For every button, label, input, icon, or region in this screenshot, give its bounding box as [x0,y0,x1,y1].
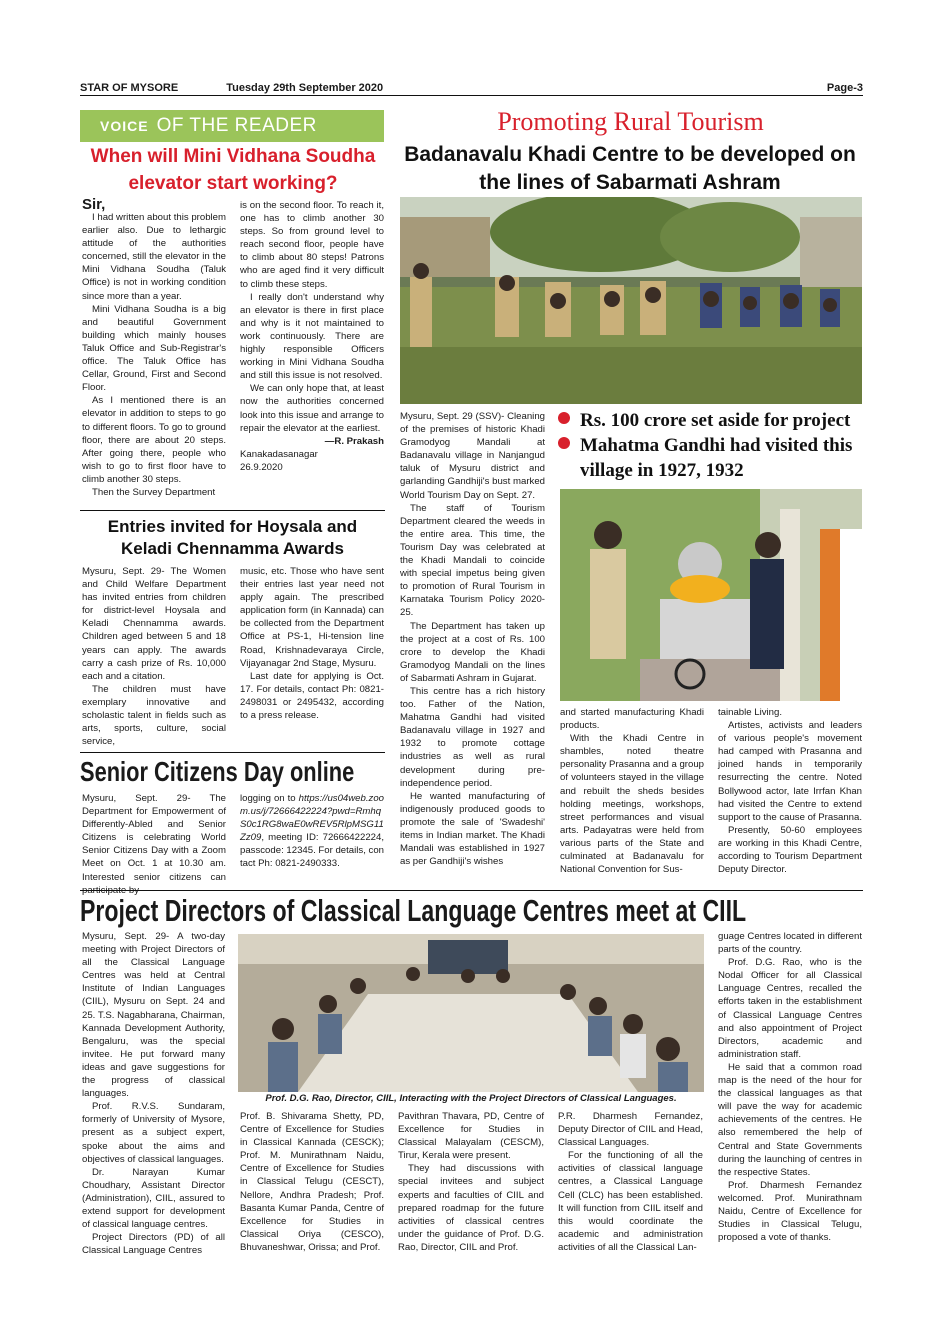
cleaning-photo-illustration [400,197,862,404]
paragraph: For the functioning of all the activities of classical language centres, a Classical Language Cell (CLC) has been established. It will function from CIIL itself and this would coordinate the academic and administration activities of all the Classical Lan- [558,1150,703,1253]
paragraph: The staff of Tourism Department cleared the weeds in the entire area. This time, the Tourism Day was celebrated at the Khadi Mandali to coincide with special impetus being given to promotion of Rural Tourism in Karnataka Tourism Policy 2020-25. [400,502,545,619]
rule [80,752,385,753]
bullet-item: Mahatma Gandhi had visited this village in 1927, 1932 [558,433,864,483]
bullet-dot-icon [558,437,570,449]
ciil-col-1 [82,930,225,1257]
paragraph: Artistes, activists and leaders of various people's movement had camped with Prasanna and joined hands in temporarily resurrecting the centre. Noted Bollywood actor, late Irrfan Khan had visited the Centre to extend support to the cause of Prasanna. [718,720,862,823]
zoom-link[interactable]: https://us04web.zoom.us/j/72666422224?pwd=RmhqS0c1RG8waE0wREV5RlpMSG11Zz09 [240,793,384,844]
ciil-headline: Project Directors of Classical Language Centres meet at CIIL [80,893,747,928]
paragraph: Pavithran Thavara, PD, Centre of Excellence for Studies in Classical Malayalam (CESCM), Tirur, Kerala were present. [398,1111,544,1162]
signoff-date: 26.9.2020 [240,461,283,473]
seniors-col-1 [82,792,226,897]
paragraph: Prof. R.V.S. Sundaram, formerly of University of Mysore, present as a subject expert, spoke about the aims and objectives of classical languages. [82,1101,225,1165]
seniors-headline: Senior Citizens Day online [80,756,355,787]
paragraph: The Department has taken up the project at a cost of Rs. 100 crore to develop the Khadi Gramodyog Mandali on the lines of Sabarmati Ashram in Gujarat. [400,620,545,684]
meeting-illustration [238,934,704,1092]
awards-col-2 [240,565,384,722]
awards-headline: Entries invited for Hoysala and Keladi Chennamma Awards [107,517,358,558]
text: , meeting ID: 72666422224, passcode: 12345. For details, contact Ph: 0821-2490333. [240,832,384,870]
paragraph: He said that a common road map is the need of the hour for the classical languages as that will pave the way for academic achievements of the centres. He also remembered the help of Central and State Governments during the launching of centres in the respective States. [718,1061,862,1178]
rule [80,890,863,891]
paragraph: Dr. Narayan Kumar Choudhary, Assistant Director (Administration), CIIL, assured to extend support for development of classical language centres. [82,1166,225,1231]
issue-date: Tuesday 29th September 2020 [226,81,384,94]
paragraph: The children must have exemplary innovative and scholastic talent in fields such as arts, sports, culture, social service, [82,683,226,748]
paragraph: tainable Living. [718,707,783,718]
paragraph: and started manufacturing Khadi products. [560,707,704,732]
paragraph: Last date for applying is Oct. 17. For details, contact Ph: 0821-2498031 or 2495432, according to a press release. [240,670,384,722]
tourism-kicker: Promoting Rural Tourism [497,107,764,136]
paragraph: They had discussions with special invitees and subject experts and faculties of CIIL and prepared roadmap for the future activities of classical centres under the guidance of Prof. D.G. Rao, Director, CIIL and Prof. [398,1163,544,1253]
rule [80,510,385,511]
paragraph: We can only hope that, at least now the authorities concerned look into this issue and arrange to repair the elevator at the earliest. [240,383,384,434]
page-header [80,80,863,96]
page-number: Page-3 [826,81,863,94]
paper-name: STAR OF MYSORE [80,81,179,94]
meeting-photo-caption: Prof. D.G. Rao, Director, CIIL, Interacting with the Project Directors of Classical Languages. [265,1093,677,1104]
paragraph: Prof. Dharmesh Fernandez welcomed. Prof. Munirathnam Naidu, Centre of Excellence for Studies in Classical Telugu, proposed a vote of thanks. [718,1179,862,1244]
paragraph: guage Centres located in different parts of the country. [718,931,862,956]
gandhi-bust-illustration [560,489,862,701]
voice-col-1 [82,198,226,499]
ciil-col-2 [240,1110,384,1254]
seniors-col-2 [240,792,384,871]
bullet-dot-icon [558,412,570,424]
paragraph: I had written about this problem earlier also. Due to lethargic attitude of the authorities concerned, still the elevator in the Mini Vidhana Soudha (Taluk Office) is not in working condition since more than a year. [82,212,226,302]
cleaning-photo [400,197,862,404]
awards-col-1 [82,565,226,748]
ciil-col-4 [558,1110,703,1254]
tourism-col-2 [560,706,704,876]
tourism-bullets [558,408,864,483]
gandhi-bust-photo [560,489,862,701]
tourism-col-3 [718,706,862,876]
tourism-headline: Badanavalu Khadi Centre to be developed on the lines of Sabarmati Ashram [404,143,856,194]
meeting-photo [238,934,704,1092]
ciil-col-5 [718,930,862,1244]
paragraph: music, etc. Those who have sent their entries last year need not apply again. The prescribed application form (in Kannada) can be collected from the Department Office at PS-1, Hi-tension line Road, Krishnadevaraya Circle, Vijayanagar 2nd Stage, Mysuru. [240,566,384,669]
paragraph: I really don't understand why an elevator is there in first place and why is it not maintained to work continuously. There are highly responsible Officers working in Mini Vidhana Soudha and still this issue is not resolved. [240,291,384,382]
paragraph: As I mentioned there is an elevator in addition to steps to go to different floors. To go to ground floor, there are about 20 steps. After going there, people who wish to go to first floor have to climb another 30 steps. [82,395,226,485]
paragraph: Presently, 50-60 employees are working in this Khadi Centre, according to Tourism Department Deputy Director. [718,824,862,876]
tourism-col-1 [400,410,545,868]
signoff-place: Kanakadasanagar [240,448,318,460]
paragraph: Prof. D.G. Rao, who is the Nodal Officer for all Classical Language Centres, recalled the efforts taken in the establishment of Classical Language Centres and also appointment of Project Directors, academic and administration staff. [718,957,862,1060]
voice-label-small: VOICE [100,118,149,134]
paragraph: Mysuru, Sept. 29- The Women and Child Welfare Department has invited entries from children for district-level Hoysala and Keladi Chennamma awards. Children aged between 5 and 18 years can apply. The awards carry a cash prize of Rs. 10,000 each and a citation. [82,566,226,682]
paragraph: He wanted manufacturing of indigenously produced goods to promote the sale of 'Swadeshi' items in Indian market. The Khadi Mandali was established in 1927 as per Gandhiji's wishes [400,790,545,868]
paragraph: P.R. Dharmesh Fernandez, Deputy Director of CIIL and Head, Classical Languages. [558,1111,703,1149]
paragraph: Mini Vidhana Soudha is a big and beautiful Government building which mainly houses Taluk Office and Sub-Registrar's office. The Taluk Office has Cellar, Ground, First and Second Floor. [82,303,226,394]
paragraph: is on the second floor. To reach it, one has to climb another 30 steps. So from ground level to reach second floor, people have to climb about 80 steps! Patrons who are aged find it very difficult to climb these steps. [240,200,384,290]
paragraph: Then the Survey Department [92,486,216,498]
paragraph: Mysuru, Sept. 29- The Department for Empowerment of Differently-Abled and Senior Citizens is celebrating World Senior Citizens Day with a Zoom Meet on Oct. 1 at 10.30 am. Interested senior citizens can participate by [82,793,226,896]
paragraph: Mysuru, Sept. 29 (SSV)- Cleaning of the premises of historic Khadi Gramodyog Mandali at Badanavalu village in Nanjangud taluk of Mysuru district and garlanding Gandhiji's bust marked World Tourism Day on Sept. 27. [400,411,545,501]
paragraph: Prof. B. Shivarama Shetty, PD, Centre of Excellence for Studies in Classical Kannada (CESCK); Prof. M. Munirathnam Naidu, Centre of Excellence for Studies in Classical Telugu (CESCT), Nellore, Andhra Pradesh; Prof. Basanta Kumar Panda, Centre of Excellence for Studies in Classical Oriya (CESCO), Bhuvaneshwar, Orissa; and Prof. [240,1111,384,1253]
voice-banner [80,110,384,142]
text: logging on to [240,793,299,804]
paragraph: This centre has a rich history too. Father of the Nation, Mahatma Gandhi had visited Badanavalu village in 1927 and 1932 to promote cottage industries as well as rural development during pre-independence period. [400,685,545,789]
voice-label-big: OF THE READER [156,115,317,136]
ciil-col-3 [398,1110,544,1254]
paragraph: With the Khadi Centre in shambles, noted theatre personality Prasanna and a group of volunteers stayed in the village and rebuilt the sheds besides holding meetings, workshops, street performances and visual arts. Padayatras were held from various parts of the State and culminated at Badanavalu for National Convention for Sus- [560,733,705,876]
voice-col-2 [240,199,384,474]
paragraph: Project Directors (PD) of all Classical Language Centres [82,1232,225,1257]
bullet-item: Rs. 100 crore set aside for project [558,408,864,433]
voice-headline: When will Mini Vidhana Soudha elevator start working? [90,146,376,194]
paragraph: Mysuru, Sept. 29- A two-day meeting with Project Directors of all the Classical Language Centres was held at Central Institute of Indian Languages (CIIL), Mysuru on Sept. 24 and 25. T.S. Nagabharana, Chairman, Kannada Development Authority, Bengaluru, was the special invitee. He put forward many ideas and gave suggestions for the progress of classical languages. [82,931,225,1100]
voice-salutation: Sir, [82,196,106,213]
signoff: —R. Prakash [324,435,384,447]
